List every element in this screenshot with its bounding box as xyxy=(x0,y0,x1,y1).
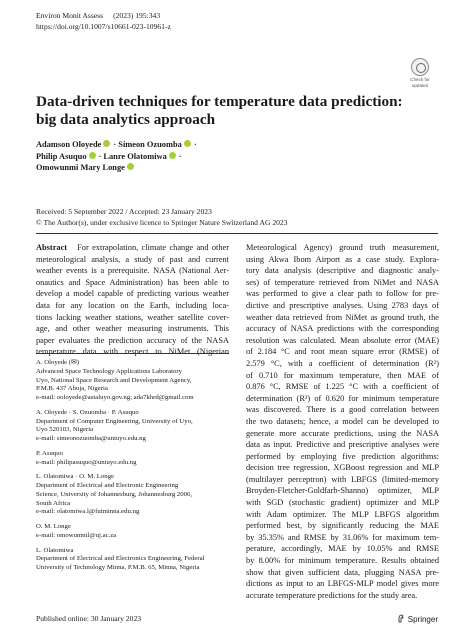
abstract-line: weather events is a prerequisite. NASA (National Aer- xyxy=(36,266,229,276)
badge-caption-line1: Check for xyxy=(410,77,430,82)
affiliation-line: Advanced Space Technology Applications Laboratory xyxy=(36,367,182,375)
abstract-line: 0.876 °C, RMSE of 1.225 °C with a coefficient of xyxy=(246,382,439,392)
abstract-line: 2.579 °C, with a coefficient of determination (R²) xyxy=(246,358,439,368)
received-accepted: Received: 5 September 2022 / Accepted: 23 January 2023 xyxy=(36,207,212,216)
affiliation-line: Department of Electrical and Electronics Engineering, Federal xyxy=(36,555,205,563)
author-list: Adamson Oloyede · Simeon Ozuomba · Philip Asuquo · Lanre Olatomiwa · Omowunmi Mary Longe xyxy=(36,140,197,173)
orcid-icon[interactable] xyxy=(103,140,110,147)
abstract-line: dictive and prescriptive analyses. Using 2783 days of xyxy=(246,300,439,310)
abstract-line: by 35.35% and RMSE by 31.06% for maximum tem- xyxy=(246,532,439,542)
abstract-line: develop a model capable of predicting various weather xyxy=(36,289,229,299)
abstract-line: by 8.00% for minimum temperature. Results obtained xyxy=(246,556,439,566)
orcid-icon[interactable] xyxy=(89,152,96,159)
abstract-left-column xyxy=(36,242,229,358)
badge-caption-line2: updates xyxy=(411,83,429,88)
orcid-icon[interactable] xyxy=(127,163,134,170)
abstract-line: performed best, by significantly reducing the MAE xyxy=(246,521,439,531)
check-for-updates-badge[interactable] xyxy=(405,58,435,88)
publisher-name: Springer xyxy=(407,615,438,624)
abstract-line: age, and other weather measuring instruments. This xyxy=(36,324,229,334)
affiliation-line: A. Oloyede (✉) xyxy=(36,359,79,366)
abstract-line: generate more accurate predictions, using the NASA xyxy=(246,428,439,438)
abstract-line: ses) of temperature retrieved from NiMet and NASA xyxy=(246,277,439,287)
abstract-line: accuracy of NASA predictions with the corresponding xyxy=(246,324,439,334)
abstract-line: perature, accordingly, MAE by 10.05% and RMSE xyxy=(246,544,439,554)
abstract-line: accurate temperature predictions for the study area. xyxy=(246,590,418,600)
abstract-line: weather data retrieved from NiMet as ground truth, the xyxy=(246,312,439,322)
abstract-line: the two datasets; hence, a model can be developed to xyxy=(246,416,439,426)
abstract-line: resolution was calculated. Mean absolute error (MAE) xyxy=(246,335,439,345)
affiliations xyxy=(36,359,236,579)
abstract-line xyxy=(36,242,229,254)
journal-volume: (2023) 195:343 xyxy=(113,11,161,20)
affiliation-line: O. M. Longe xyxy=(36,523,71,530)
affiliation-line: e-mail: philipasuquo@uniuyo.edu.ng xyxy=(36,458,137,466)
abstract-line: onautics and Space Administration) has been able to xyxy=(36,277,229,287)
affiliation-line: P. Asuquo xyxy=(36,449,64,457)
journal-name: Environ Monit Assess xyxy=(36,11,104,20)
abstract-line: show that given sufficient data, plugging NASA pre- xyxy=(246,567,439,577)
abstract-line: decision tree regression, XGBoost regression and MLP xyxy=(246,463,439,473)
doi-link[interactable]: https://doi.org/10.1007/s10661-023-10961-z xyxy=(36,21,171,31)
affiliation-line: e-mail: olatomiwa.l@futminna.edu.ng xyxy=(36,508,140,516)
published-date: Published online: 30 January 2023 xyxy=(36,614,142,623)
abstract-line: was discovered. There is a good correlation between xyxy=(246,405,439,415)
abstract-line: tory data analysis (descriptive and diagnostic analy- xyxy=(246,266,439,276)
journal-header xyxy=(36,11,171,32)
abstract-line: (multilayer perceptron) with LBFGS (limited-memory xyxy=(246,474,439,484)
abstract-line: data for any location on the Earth, including loca- xyxy=(36,300,229,310)
abstract-line: temperature data with respect to NiMet (Nigerian xyxy=(36,347,229,357)
abstract-line: paper evaluates the prediction accuracy of the NASA xyxy=(36,335,229,345)
affiliation-line: e-mail: simeonozuomba@uniuyo.edu.ng xyxy=(36,435,146,442)
affiliation-line: Uyo, National Space Research and Development Agency, xyxy=(36,376,192,384)
copyright-notice: © The Author(s), under exclusive licence to Springer Nature Switzerland AG 2023 xyxy=(36,217,288,227)
abstract-line: meteorological analysis, a study of past and current xyxy=(36,254,229,264)
abstract-line: tions lacking weather stations, weather satellite cover- xyxy=(36,312,229,322)
abstract-right-column xyxy=(246,242,439,601)
abstract-line: of 0.710 for maximum temperature, then MAE of xyxy=(246,370,439,380)
affiliation-line: Department of Computer Engineering, University of Uyo, xyxy=(36,417,193,425)
affiliation-block xyxy=(36,473,236,517)
affiliation-block xyxy=(36,450,236,468)
affiliation-line: L. Olatomiwa · O. M. Longe xyxy=(36,473,114,481)
affiliation-line: Uyo 520103, Nigeria xyxy=(36,426,94,434)
affiliation-line: e-mail: omowunmil@uj.ac.za xyxy=(36,531,117,539)
author-name[interactable]: Simeon Ozuomba xyxy=(118,140,182,149)
update-check-icon xyxy=(411,58,429,76)
abstract-line: dictions as input to an LBFGS-MLP model gives more xyxy=(246,579,439,589)
author-name[interactable]: Lanre Olatomiwa xyxy=(103,151,167,161)
abstract-line: Meteorological Agency) ground truth measurement, xyxy=(246,243,439,252)
affiliation-line: Science, University of Johannesburg, Johannesburg 2006, xyxy=(36,490,193,498)
abstract-label: Abstract xyxy=(36,243,68,252)
affiliation-line: University of Technology Minna, P.M.B. 65, Minna, Nigeria xyxy=(36,564,200,571)
abstract-line: performed by employing five prediction algorithms: xyxy=(246,451,439,461)
affiliation-line: Department of Electrical and Electronic Engineering xyxy=(36,482,179,489)
author-name[interactable]: Philip Asuquo xyxy=(36,151,87,161)
affiliation-line: e-mail: ooloyede@astaluyo.gov.ng; ada7khrd@gmail.com xyxy=(36,394,194,401)
abstract-line: of 2.184 °C and root mean square error (RMSE) of xyxy=(246,347,439,357)
publisher-mark xyxy=(397,614,438,625)
affiliation-line: A. Oloyede · S. Ozuomba · P. Asuquo xyxy=(36,408,139,416)
affiliation-block xyxy=(36,547,236,573)
orcid-icon[interactable] xyxy=(184,140,191,147)
orcid-icon[interactable] xyxy=(169,152,176,159)
abstract-line: Broyden-Fletcher-Goldfarb-Shanno) optimizer, MLP xyxy=(246,486,439,496)
affiliation-divider xyxy=(36,353,229,354)
abstract-line: with Adam optimizer. The MLP LBFGS algorithm xyxy=(246,509,439,519)
abstract-text: For extrapolation, climate change and other xyxy=(77,243,229,252)
abstract-line: was performed to give a clear path to follow for pre- xyxy=(246,289,439,299)
article-dates xyxy=(36,207,288,228)
affiliation-line: P.M.B. 437 Abuja, Nigeria xyxy=(36,385,108,393)
abstract-line: determination (R²) of 0.620 for minimum temperature xyxy=(246,393,439,403)
section-divider xyxy=(36,233,438,234)
affiliation-block xyxy=(36,359,236,403)
affiliation-block xyxy=(36,409,236,444)
author-name[interactable]: Omowunmi Mary Longe xyxy=(36,163,125,173)
affiliation-block xyxy=(36,523,236,541)
abstract-line: data as input. Predictive and prescriptive analyses were xyxy=(246,440,439,450)
affiliation-line: L. Olatomiwa xyxy=(36,546,74,554)
author-name[interactable]: Adamson Oloyede xyxy=(36,140,102,149)
abstract-line: with SGD (stochastic gradient) optimizer and MLP xyxy=(246,498,439,508)
abstract-line: using Akwa Ibom Airport as a case study. Explora- xyxy=(246,254,439,264)
paper-title: Data-driven techniques for temperature data prediction: big data analytics approach xyxy=(36,93,403,128)
affiliation-line: South Africa xyxy=(36,499,71,507)
springer-horse-icon xyxy=(397,614,405,623)
